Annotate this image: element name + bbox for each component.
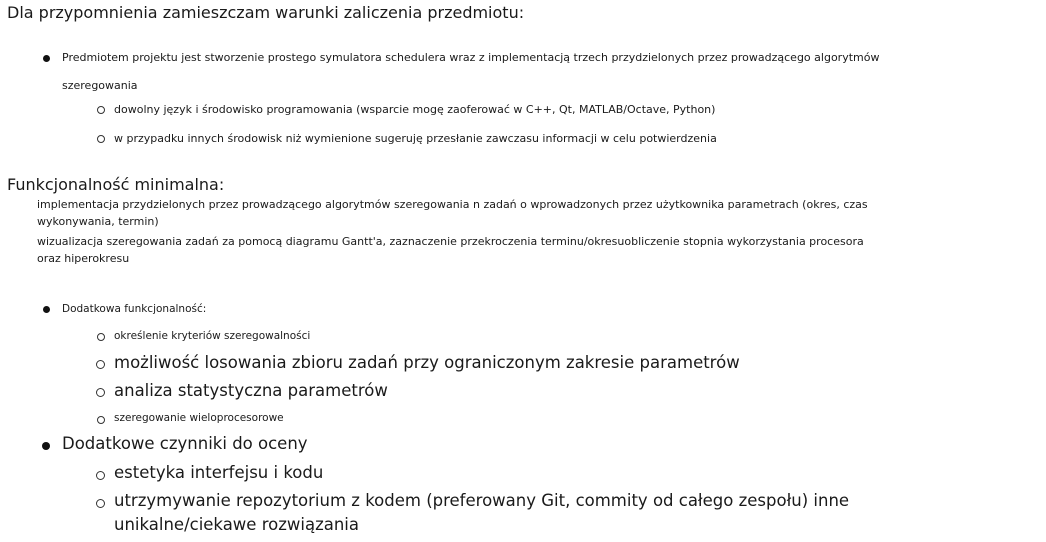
- sub-item-aesthetics: estetyka interfejsu i kodu: [114, 463, 324, 482]
- sub-bullet-circle: [97, 135, 105, 143]
- bullet-dot: [42, 442, 50, 450]
- bullet-dot: [43, 306, 50, 313]
- sub-item-random-tasks: możliwość losowania zbioru zadań przy ograniczonym zakresie parametrów: [114, 353, 740, 372]
- minimal-line2: wykonywania, termin): [37, 215, 159, 228]
- minimal-line4: oraz hiperokresu: [37, 252, 130, 265]
- sub-bullet-circle: [96, 499, 105, 508]
- project-description-line2: szeregowania: [62, 79, 138, 92]
- sub-item-statistics: analiza statystyczna parametrów: [114, 381, 388, 400]
- sub-item-multiprocessor: szeregowanie wieloprocesorowe: [114, 412, 284, 424]
- minimal-line3: wizualizacja szeregowania zadań za pomocą diagramu Gantt'a, zaznaczenie przekroczenia terminu/okresuobliczenie stopnia wykorzystania procesora: [37, 235, 864, 248]
- sub-bullet-circle: [97, 333, 105, 341]
- sub-item-repository-line2: unikalne/ciekawe rozwiązania: [114, 515, 359, 534]
- sub-bullet-circle: [97, 106, 105, 114]
- sub-item-language: dowolny język i środowisko programowania (wsparcie mogę zaoferować w C++, Qt, MATLAB/Octave, Python): [114, 103, 716, 116]
- sub-bullet-circle: [97, 416, 105, 424]
- sub-item-schedulability: określenie kryteriów szeregowalności: [114, 330, 311, 342]
- minimal-line1: implementacja przydzielonych przez prowadzącego algorytmów szeregowania n zadań o wprowadzonych przez użytkownika parametrach (okres, czas: [37, 198, 868, 211]
- additional-functionality-heading: Dodatkowa funkcjonalność:: [62, 303, 207, 315]
- sub-item-repository-line1: utrzymywanie repozytorium z kodem (preferowany Git, commity od całego zespołu) inne: [114, 491, 850, 510]
- additional-factors-heading: Dodatkowe czynniki do oceny: [62, 434, 308, 453]
- section-heading-minimal: Funkcjonalność minimalna:: [7, 175, 225, 194]
- bullet-dot: [43, 55, 50, 62]
- sub-bullet-circle: [96, 360, 105, 369]
- sub-bullet-circle: [96, 471, 105, 480]
- sub-bullet-circle: [96, 388, 105, 397]
- intro-text: Dla przypomnienia zamieszczam warunki zaliczenia przedmiotu:: [7, 3, 525, 22]
- sub-item-other-envs: w przypadku innych środowisk niż wymienione sugeruję przesłanie zawczasu informacji w celu potwierdzenia: [114, 132, 717, 145]
- project-description-line1: Predmiotem projektu jest stworzenie prostego symulatora schedulera wraz z implementacją trzech przydzielonych przez prowadzącego algorytmów: [62, 51, 880, 64]
